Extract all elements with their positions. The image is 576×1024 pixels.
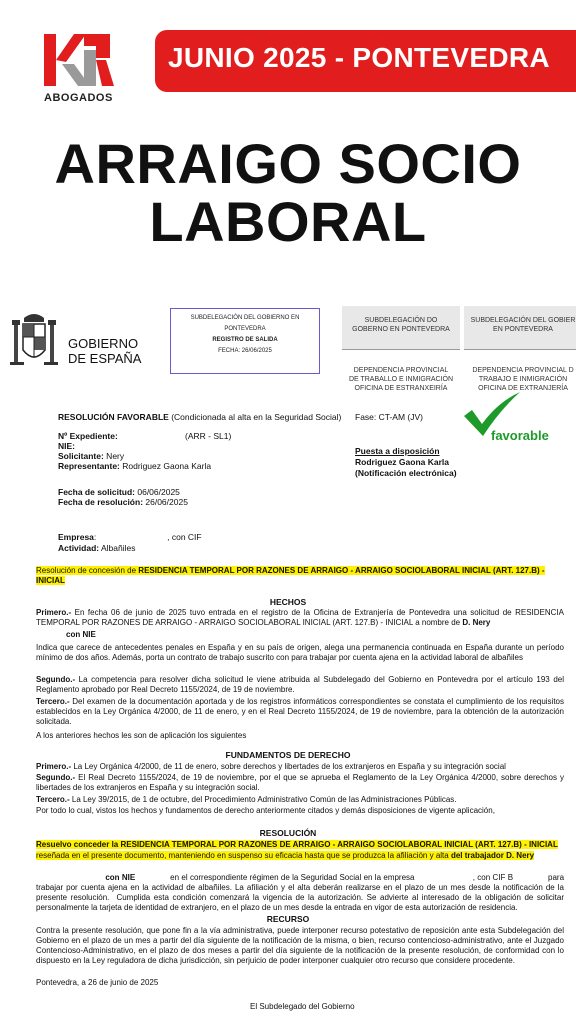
lugar-fecha: Pontevedra, a 26 de junio de 2025 [36, 978, 159, 987]
hechos-anteriores: A los anteriores hechos les son de aplicación los siguientes [36, 731, 247, 740]
recurso-text: Contra la presente resolución, que pone fin a la vía administrativa, puede interponer recurso potestativo de reposición ante esta Subdelegación del Gobierno en el plazo de un mes a partir del día siguiente de la notificación de la misma, o bien, recurso contencioso-administrativo, ante el Juzgado Contencioso-Administrativo, en el plazo de dos meses a partir del día siguiente de la notificación de la presente resolución, de conformidad con lo dispuesto en la Ley reguladora de dicha jurisdicción, sin perjuicio de poder interponer cualquier otro recurso que considere procedente. [36, 926, 564, 965]
hechos-tercero: Tercero.- Del examen de la documentación aportada y de los registros informáticos correspondientes se constata el cumplimiento de los requisitos establecidos en la Ley Orgánica 4/2000, de 11 de enero, y en el Real Decreto 1155/2024, de 19 de noviembre, para la obtención de la autorización solicitada. [36, 697, 564, 726]
dates-block: Fecha de solicitud: 06/06/2025 Fecha de resolución: 26/06/2025 [58, 487, 188, 507]
banner-title: JUNIO 2025 - PONTEVEDRA [168, 42, 550, 73]
puesta-disposicion: Puesta a disposición Rodriguez Gaona Karla (Notificación electrónica) [355, 446, 457, 478]
fundamento-segundo: Segundo.- El Real Decreto 1155/2024, de 19 de noviembre, por el que se aprueba el Reglamento de la Ley Orgánica 4/2000, sobre derechos y libertades de los extranjeros en España y su integración social. [36, 773, 564, 792]
headline-line2: LABORAL [149, 190, 427, 253]
concesion-highlight: Resolución de concesión de RESIDENCIA TEMPORAL POR RAZONES DE ARRAIGO - ARRAIGO SOCIOLABORAL INICIAL (ART. 127.B) - INICIAL [36, 566, 545, 585]
applicant-fields: Nº Expediente: (ARR - SL1) NIE: Solicitante: Nery Representante: Rodriguez Gaona Karla [58, 431, 232, 471]
resolucion-title: RESOLUCIÓN [259, 828, 317, 838]
favorable-label: favorable [491, 428, 549, 443]
hechos-indica: Indica que carece de antecedentes penales en España y en su país de origen, alega una permanencia continuada en España durante un período mínimo de dos años. Además, porta un contrato de trabajo suscrito con para trabajar por cuenta ajena en la actividad laboral de albañiles [36, 643, 564, 662]
resuelvo-body: con NIE en el correspondiente régimen de la Seguridad Social en la empresa , con CIF B para trabajar por cuenta ajena en la actividad de albañiles. La afiliación y el alta deberán realizarse en el plazo de un mes desde la notificación de la presente resolución. Cumplida esta condición comenzará la vigencia de la autorización. Se advierte al interesado de la obligación de solicitar personalmente la tarjeta de identidad de extranjero, en el plazo de un mes desde la entrada en vigor de esta autorización de residencia. [36, 873, 567, 912]
resuelvo-highlight: Resuelvo conceder la RESIDENCIA TEMPORAL POR RAZONES DE ARRAIGO - ARRAIGO SOCIOLABORAL INICIAL (ART. 127.B) - INICIAL [36, 840, 558, 849]
fase-label: Fase: CT-AM (JV) [355, 412, 424, 422]
headline-line1: ARRAIGO SOCIO [54, 132, 522, 195]
fundamentos-title: FUNDAMENTOS DE DERECHO [225, 750, 351, 760]
empresa-block: Empresa: , con CIF Actividad: Albañiles [58, 532, 202, 553]
recurso-title: RECURSO [266, 914, 310, 924]
hechos-con-nie: con NIE [66, 630, 96, 639]
resolution-document [0, 290, 576, 1024]
fundamento-tercero: Tercero.- La Ley 39/2015, de 1 de octubre, del Procedimiento Administrativo Común de las Administraciones Públicas. [36, 795, 457, 804]
firma: El Subdelegado del Gobierno [250, 1002, 355, 1011]
gov-name: GOBIERNO DE ESPAÑA [68, 336, 142, 366]
por-todo: Por todo lo cual, vistos los hechos y fundamentos de derecho anteriormente citados y demás disposiciones de vigente aplicación, [36, 806, 495, 815]
subdelegacion-es-header: SUBDELEGACIÓN DEL GOBIER EN PONTEVEDRA DEPENDENCIA PROVINCIAL D TRABAJO E INMIGRACIÓN OFICINA DE EXTRANJERÍA [464, 306, 576, 393]
logo-text: ABOGADOS [44, 92, 113, 104]
hechos-title: HECHOS [269, 597, 307, 607]
hechos-primero: Primero.- En fecha 06 de junio de 2025 tuvo entrada en el registro de la Oficina de Extranjería de Pontevedra una solicitud de RESIDENCIA TEMPORAL POR RAZONES DE ARRAIGO - ARRAIGO SOCIOLABORAL INICIAL (ART. 127.B) - INICIAL a nombre de D. Nery [36, 608, 564, 627]
subdelegacion-gal-header: SUBDELEGACIÓN DO GOBERNO EN PONTEVEDRA DEPENDENCIA PROVINCIAL DE TRABALLO E INMIGRACIÓN OFICINA DE ESTRANXEIRÍA [342, 306, 460, 393]
registry-stamp: SUBDELEGACIÓN DEL GOBIERNO EN PONTEVEDRA REGISTRO DE SALIDA FECHA: 26/06/2025 [170, 308, 320, 374]
spain-coat-of-arms-icon [8, 310, 60, 370]
resolution-title: RESOLUCIÓN FAVORABLE (Condicionada al alta en la Seguridad Social) [58, 412, 342, 422]
resuelvo-line2: reseñada en el presente documento, manteniendo en suspenso su eficacia hasta que se produzca la afiliación y alta del trabajador D. Nery [36, 851, 535, 860]
hechos-segundo: Segundo.- La competencia para resolver dicha solicitud le viene atribuida al Subdelegado del Gobierno en Pontevedra por el artículo 193 del Reglamento aprobado por Real Decreto 1155/2024, de 19 de noviembre. [36, 675, 564, 694]
fundamento-primero: Primero.- La Ley Orgánica 4/2000, de 11 de enero, sobre derechos y libertades de los extranjeros en España y su integración social [36, 762, 506, 771]
